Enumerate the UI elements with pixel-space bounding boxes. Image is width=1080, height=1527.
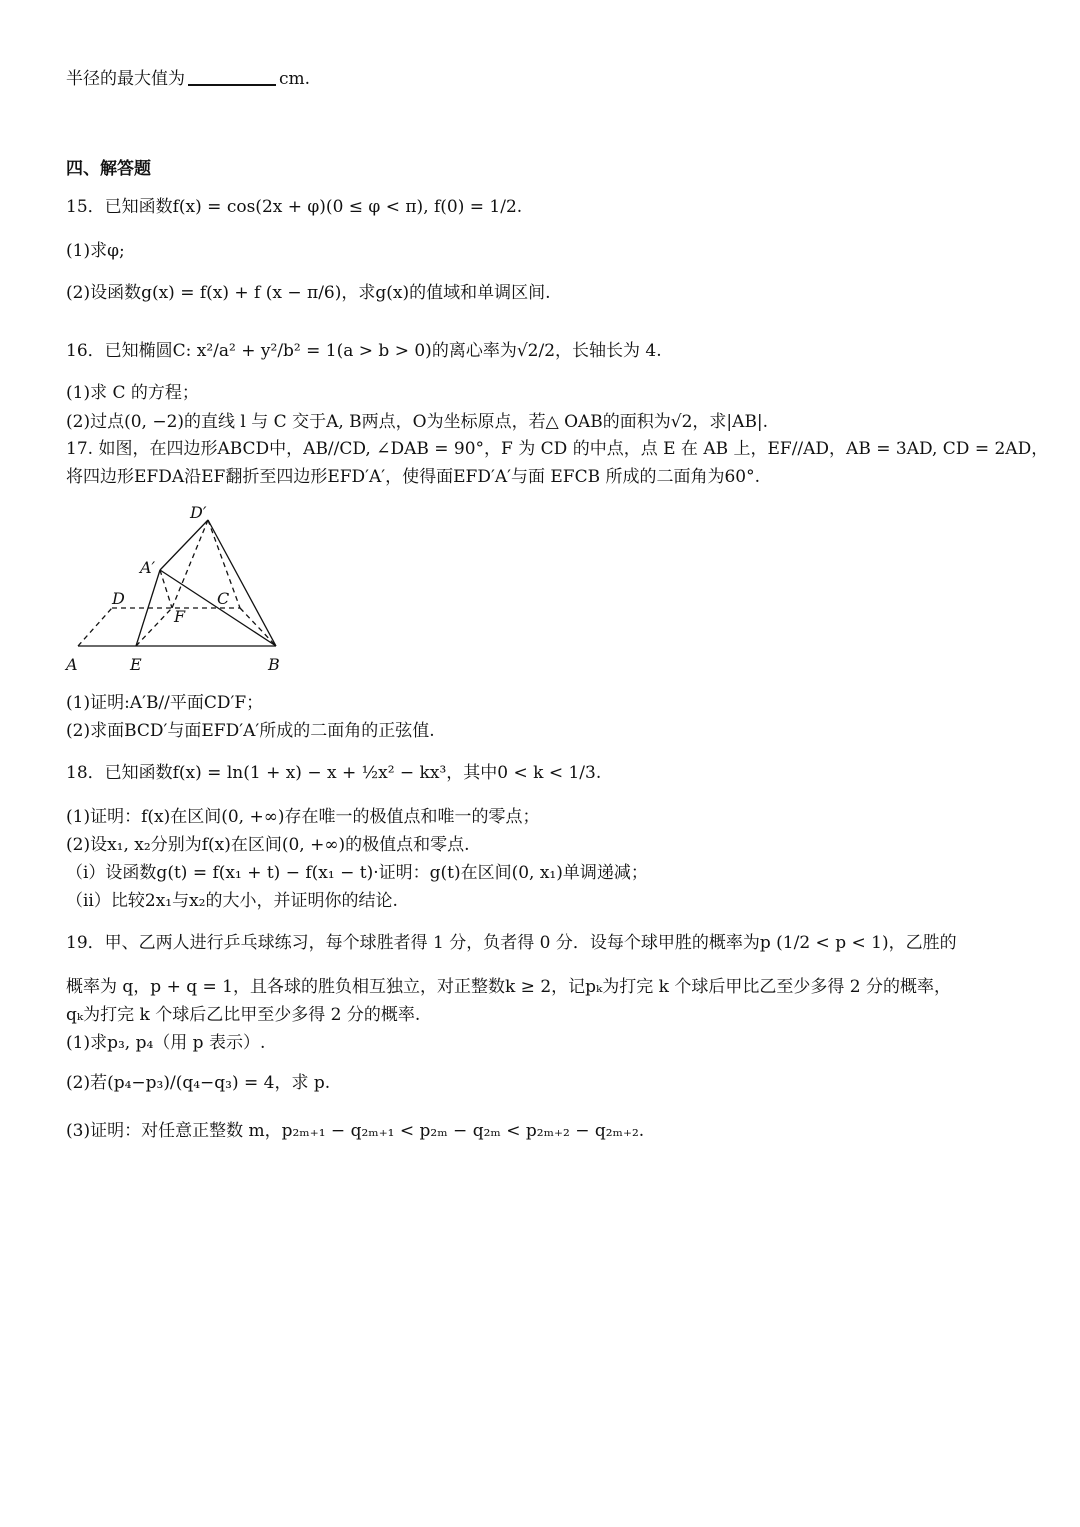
q18-part2-ii: （ii）比较2x₁与x₂的大小，并证明你的结论. <box>66 891 398 911</box>
q18-part1: (1)证明：f(x)在区间(0, +∞)存在唯一的极值点和唯一的零点； <box>66 807 540 827</box>
q18-part2-i: （i）设函数g(t) = f(x₁ + t) − f(x₁ − t)·证明：g(t)在区间(0, x₁)单调递减； <box>66 863 648 883</box>
top-line <box>66 68 310 90</box>
edge-ApDp <box>160 520 208 570</box>
edge-DpB <box>208 520 276 646</box>
label-Ap: A′ <box>140 558 156 577</box>
label-D: D <box>112 589 125 608</box>
q16-part1: (1)求 C 的方程； <box>66 383 199 403</box>
section-title: 四、解答题 <box>66 159 151 179</box>
label-F: F <box>174 607 186 626</box>
edge-AD <box>78 608 112 646</box>
q18-part2: (2)设x₁, x₂分别为f(x)在区间(0, +∞)的极值点和零点. <box>66 835 470 855</box>
q15-part1: (1)求φ; <box>66 241 125 261</box>
q17-part1: (1)证明:A′B//平面CD′F； <box>66 693 264 713</box>
top-line-prefix: 半径的最大值为 <box>66 69 185 89</box>
geometry-figure <box>60 498 300 678</box>
q15-stem: 15．已知函数f(x) = cos(2x + φ)(0 ≤ φ < π), f(0) = 1/2. <box>66 197 523 217</box>
q19-part1: (1)求p₃, p₄（用 p 表示）. <box>66 1033 266 1053</box>
q16-part2: (2)过点(0, −2)的直线 l 与 C 交于A, B两点，O为坐标原点，若△ OAB的面积为√2，求|AB|. <box>66 412 769 432</box>
label-Dp: D′ <box>190 503 207 522</box>
edge-ApF <box>160 570 172 608</box>
label-B: B <box>268 655 280 674</box>
q19-part3: (3)证明：对任意正整数 m，p₂ₘ₊₁ − q₂ₘ₊₁ < p₂ₘ − q₂ₘ < p₂ₘ₊₂ − q₂ₘ₊₂. <box>66 1121 645 1141</box>
q19-stem-line2: 概率为 q，p + q = 1，且各球的胜负相互独立，对正整数k ≥ 2，记pₖ为打完 k 个球后甲比乙至少多得 2 分的概率， <box>66 977 951 997</box>
q19-stem-line1: 19．甲、乙两人进行乒乓球练习，每个球胜者得 1 分，负者得 0 分．设每个球甲胜的概率为p (1/2 < p < 1)，乙胜的 <box>66 933 957 953</box>
q15-part2: (2)设函数g(x) = f(x) + f (x − π/6)，求g(x)的值域和单调区间. <box>66 283 551 303</box>
answer-blank[interactable] <box>188 68 276 86</box>
q17-stem-line2: 将四边形EFDA沿EF翻折至四边形EFD′A′，使得面EFD′A′与面 EFCB 所成的二面角为60°. <box>66 467 761 487</box>
q19-stem-line3: qₖ为打完 k 个球后乙比甲至少多得 2 分的概率. <box>66 1005 421 1025</box>
top-line-suffix: cm. <box>279 69 311 89</box>
edge-DpF <box>172 520 208 608</box>
q17-part2: (2)求面BCD′与面EFD′A′所成的二面角的正弦值. <box>66 721 435 741</box>
label-C: C <box>217 589 230 608</box>
q16-stem: 16．已知椭圆C: x²/a² + y²/b² = 1(a > b > 0)的离心率为√2/2，长轴长为 4. <box>66 341 662 361</box>
q19-part2: (2)若(p₄−p₃)/(q₄−q₃) = 4，求 p. <box>66 1073 331 1093</box>
label-E: E <box>130 655 142 674</box>
q17-stem-line1: 17. 如图，在四边形ABCD中，AB//CD, ∠DAB = 90°，F 为 CD 的中点，点 E 在 AB 上，EF//AD，AB = 3AD, CD = 2AD， <box>66 439 1049 459</box>
q18-stem: 18．已知函数f(x) = ln(1 + x) − x + ½x² − kx³，其中0 < k < 1/3. <box>66 763 602 783</box>
label-A: A <box>66 655 78 674</box>
